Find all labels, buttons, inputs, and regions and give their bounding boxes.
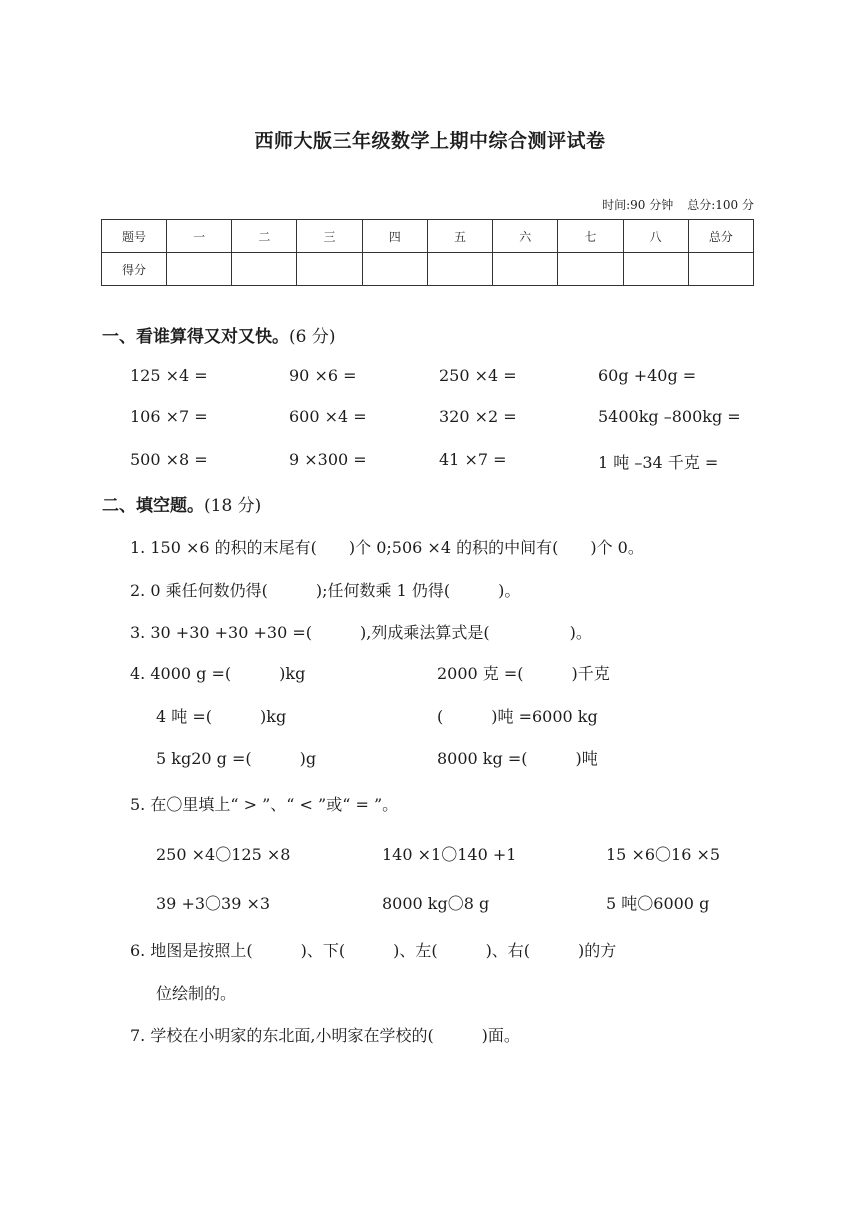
- calc-item: 90 ×6 =: [289, 366, 357, 385]
- section-1-points: (6 分): [289, 327, 336, 347]
- calc-item: 125 ×4 =: [130, 366, 208, 385]
- calc-item: 5400kg –800kg =: [598, 407, 741, 426]
- calc-item: 600 ×4 =: [289, 407, 367, 426]
- question-4-item: ( )吨 =6000 kg: [437, 707, 598, 726]
- calc-item: 41 ×7 =: [439, 450, 507, 469]
- compare-item: 39 +3〇39 ×3: [156, 894, 271, 913]
- score-cell[interactable]: [558, 253, 623, 286]
- calc-item: 250 ×4 =: [439, 366, 517, 385]
- score-cell[interactable]: [232, 253, 297, 286]
- compare-item: 15 ×6〇16 ×5: [606, 845, 721, 864]
- question-7: 7. 学校在小明家的东北面,小明家在学校的( )面。: [130, 1026, 520, 1045]
- compare-item: 5 吨〇6000 g: [606, 894, 710, 913]
- question-3: 3. 30 +30 +30 +30 =( ),列成乘法算式是( )。: [130, 623, 592, 642]
- question-6-line-2: 位绘制的。: [156, 984, 237, 1003]
- score-table-score-row: [102, 253, 754, 286]
- score-cell[interactable]: [688, 253, 753, 286]
- score-cell[interactable]: [297, 253, 362, 286]
- question-4-item: 5 kg20 g =( )g: [156, 749, 317, 768]
- score-table-header-row: [102, 220, 754, 253]
- score-col-header: 八: [623, 220, 688, 253]
- score-cell[interactable]: [493, 253, 558, 286]
- question-2: 2. 0 乘任何数仍得( );任何数乘 1 仍得( )。: [130, 581, 521, 600]
- compare-item: 250 ×4〇125 ×8: [156, 845, 291, 864]
- page-title: 西师大版三年级数学上期中综合测评试卷: [254, 130, 606, 152]
- score-col-header: 五: [427, 220, 492, 253]
- calc-item: 9 ×300 =: [289, 450, 367, 469]
- compare-item: 8000 kg〇8 g: [382, 894, 490, 913]
- score-cell[interactable]: [362, 253, 427, 286]
- score-col-header: 总分: [688, 220, 753, 253]
- question-4-item: 2000 克 =( )千克: [437, 664, 610, 683]
- calc-item: 500 ×8 =: [130, 450, 208, 469]
- score-cell[interactable]: [623, 253, 688, 286]
- exam-meta: [602, 196, 754, 213]
- total-score: 总分:100 分: [687, 198, 754, 212]
- section-2-heading: [102, 491, 261, 516]
- calc-item: 320 ×2 =: [439, 407, 517, 426]
- calc-item: 106 ×7 =: [130, 407, 208, 426]
- score-cell[interactable]: [167, 253, 232, 286]
- section-2-title: 二、填空题。: [102, 496, 204, 516]
- score-col-header: 三: [297, 220, 362, 253]
- score-table-row-label: 题号: [102, 220, 167, 253]
- question-6-line-1: 6. 地图是按照上( )、下( )、左( )、右( )的方: [130, 941, 617, 960]
- score-col-header: 七: [558, 220, 623, 253]
- score-table-row-label: 得分: [102, 253, 167, 286]
- question-4-item: 4. 4000 g =( )kg: [130, 664, 306, 683]
- time-limit: 时间:90 分钟: [602, 198, 674, 212]
- calc-item: 60g +40g =: [598, 366, 697, 385]
- score-col-header: 二: [232, 220, 297, 253]
- score-col-header: 四: [362, 220, 427, 253]
- question-4-item: 4 吨 =( )kg: [156, 707, 287, 726]
- question-1: 1. 150 ×6 的积的末尾有( )个 0;506 ×4 的积的中间有( )个 0。: [130, 538, 644, 557]
- question-5: 5. 在〇里填上“ > ”、“ < ”或“ = ”。: [130, 795, 399, 814]
- section-1-heading: [102, 322, 335, 347]
- calc-item: 1 吨 –34 千克 =: [598, 453, 719, 472]
- score-col-header: 六: [493, 220, 558, 253]
- score-cell[interactable]: [427, 253, 492, 286]
- question-4-item: 8000 kg =( )吨: [437, 749, 598, 768]
- score-col-header: 一: [167, 220, 232, 253]
- section-2-points: (18 分): [204, 496, 262, 516]
- section-1-title: 一、看谁算得又对又快。: [102, 327, 289, 347]
- score-table: [101, 219, 754, 286]
- compare-item: 140 ×1〇140 +1: [382, 845, 517, 864]
